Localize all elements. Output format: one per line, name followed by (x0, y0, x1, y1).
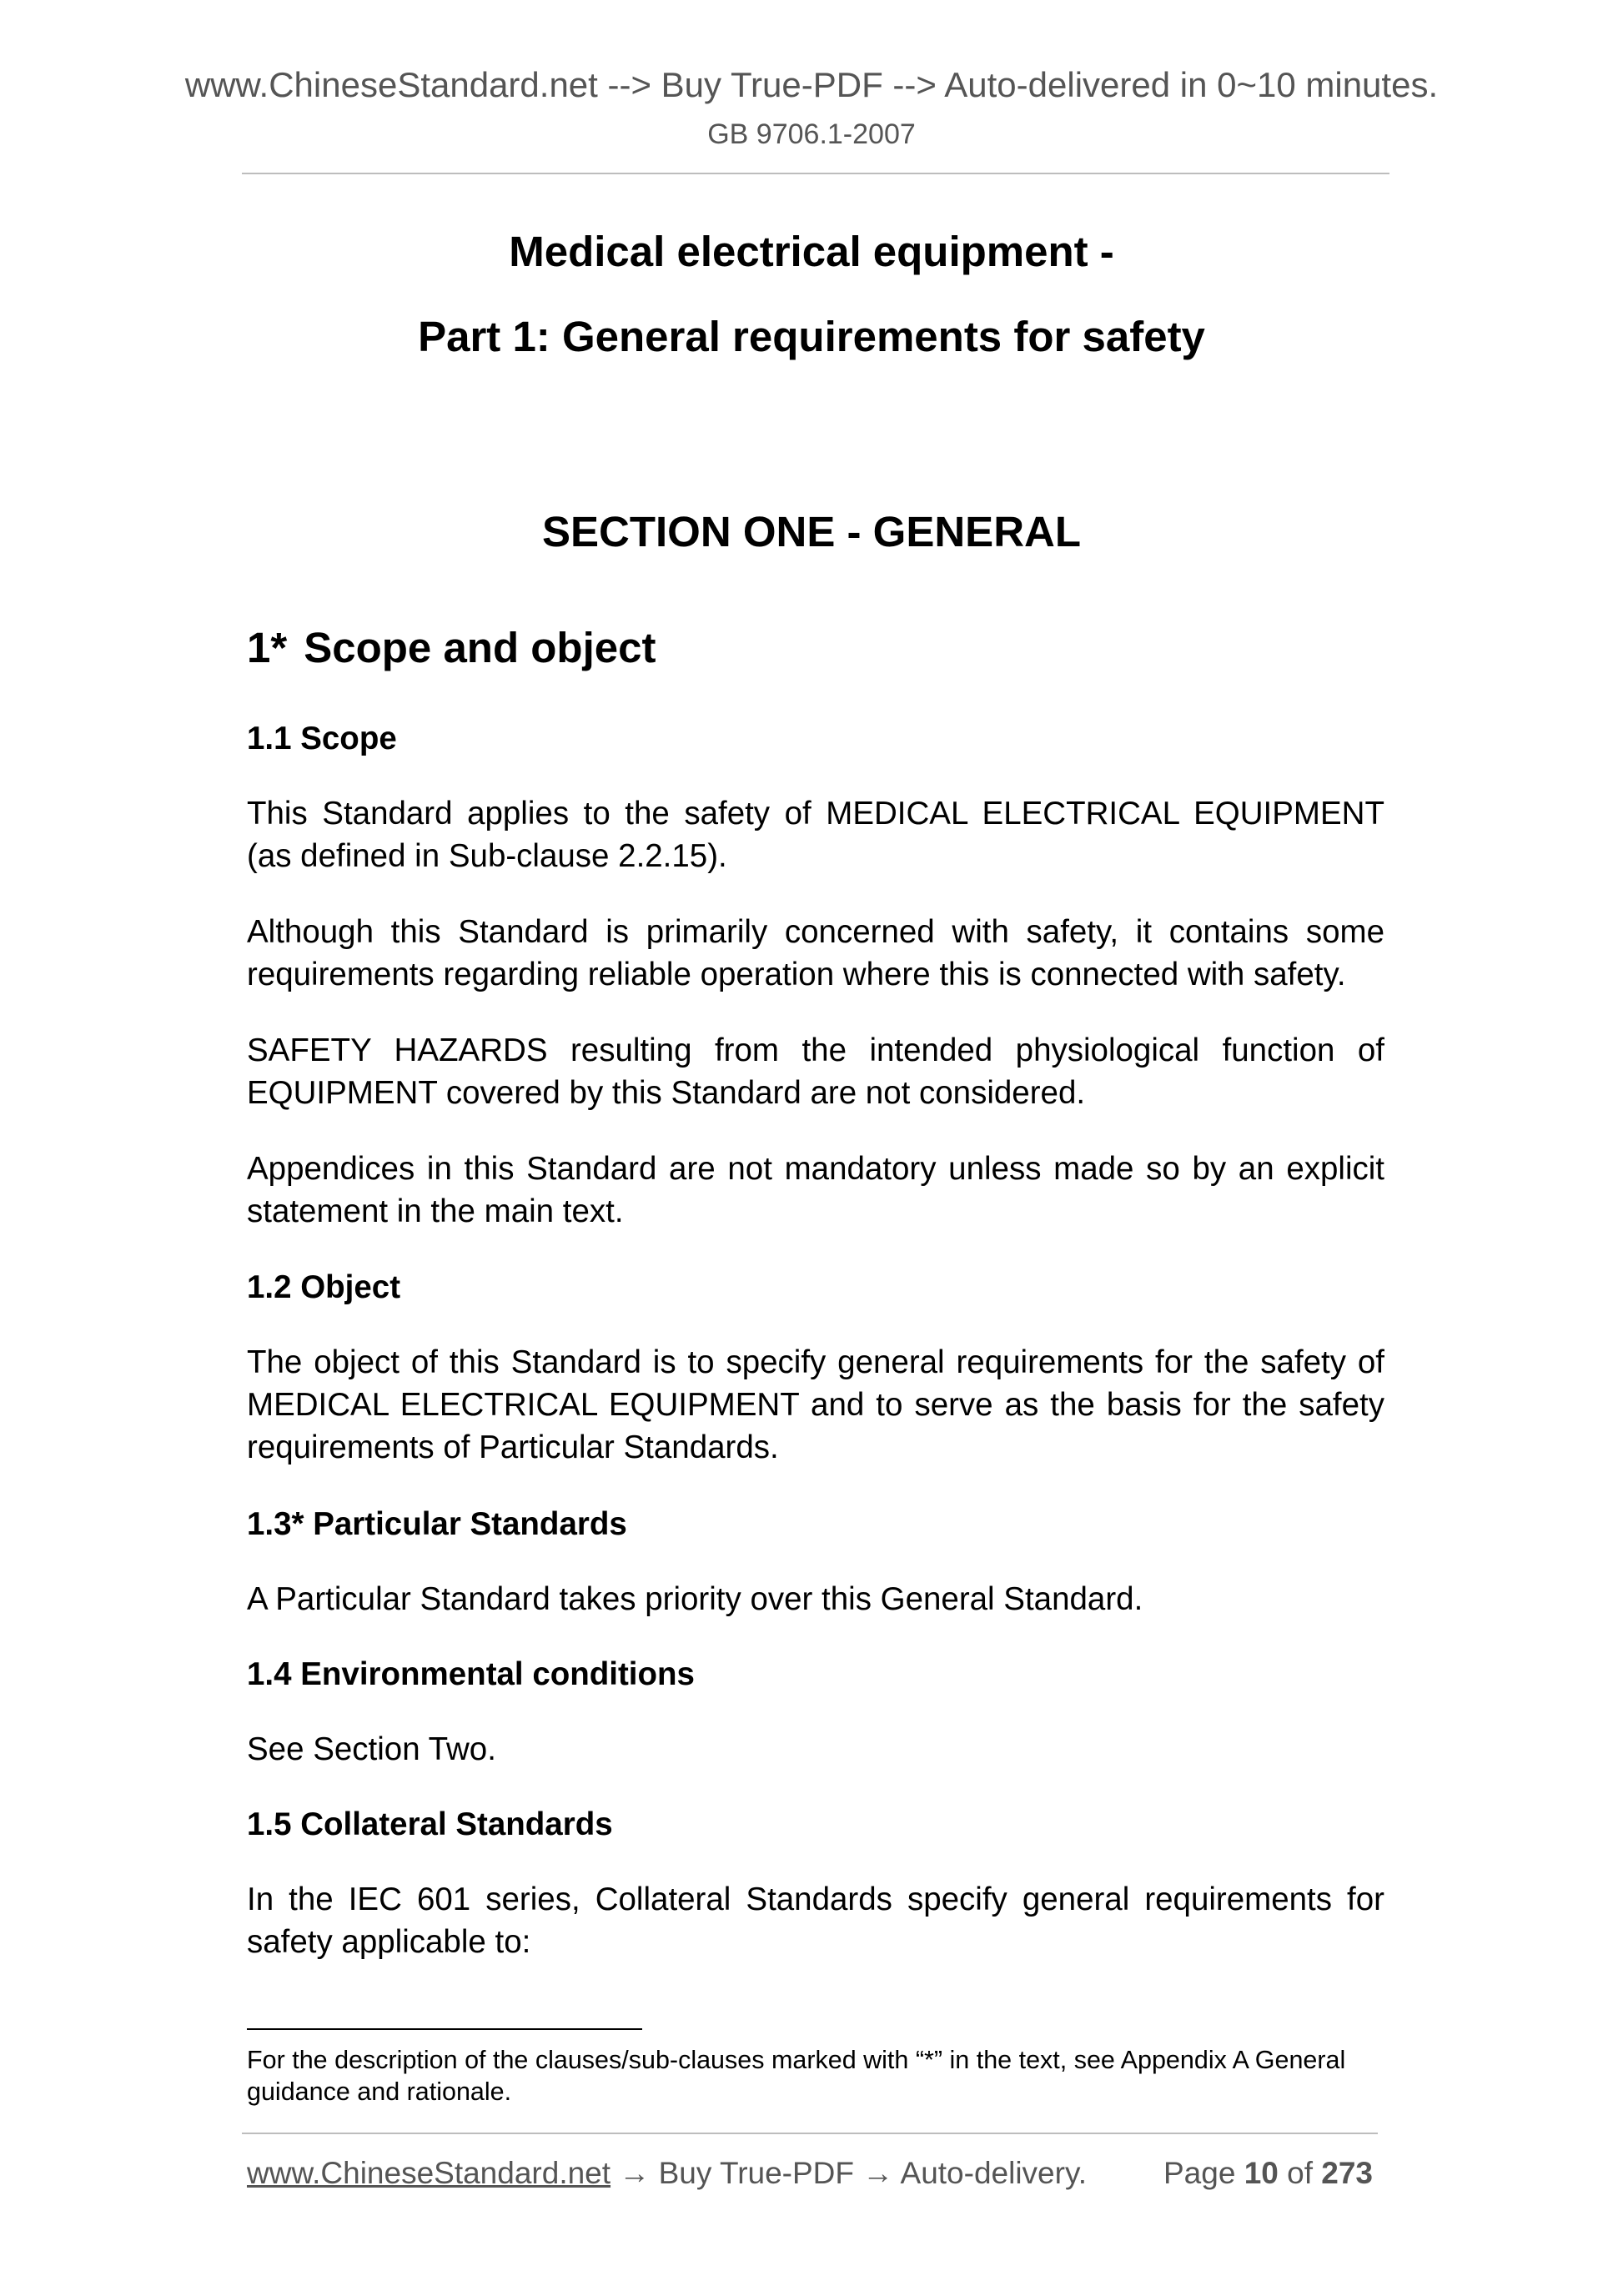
subclause-heading-1-5: 1.5 Collateral Standards (247, 1806, 613, 1842)
document-title-line-1: Medical electrical equipment - (509, 228, 1114, 275)
subclause-heading-1-2: 1.2 Object (247, 1269, 401, 1305)
subclause-heading-1-1: 1.1 Scope (247, 721, 397, 756)
page-label: Page (1163, 2156, 1236, 2190)
paragraph-scope-4: Appendices in this Standard are not mandatory unless made so by an explicit statement in the main text. (247, 1151, 1384, 1229)
footnote: For the description of the clauses/sub-clauses marked with “*” in the text, see Appendix A General guidance and rationale. (247, 2046, 1346, 2106)
section-title: SECTION ONE - GENERAL (541, 508, 1082, 555)
header-standard-id: GB 9706.1-2007 (707, 118, 916, 150)
subclause-heading-1-3: 1.3* Particular Standards (247, 1506, 627, 1542)
page-current: 10 (1244, 2156, 1279, 2190)
subclause-heading-1-4: 1.4 Environmental conditions (247, 1656, 695, 1692)
clause-number: 1* (247, 624, 288, 671)
paragraph-scope-1: This Standard applies to the safety of MEDICAL ELECTRICAL EQUIPMENT (as defined in Sub-clause 2.2.15). (247, 796, 1384, 874)
paragraph-scope-3: SAFETY HAZARDS resulting from the intended physiological function of EQUIPMENT covered by this Standard are not considered. (247, 1032, 1384, 1111)
page-footer (247, 2156, 1373, 2198)
clause-title: Scope and object (304, 624, 656, 671)
footer-divider (242, 2133, 1378, 2134)
paragraph-environmental-1: See Section Two. (247, 1731, 496, 1767)
page-of-label: of (1287, 2156, 1313, 2190)
paragraph-collateral-1: In the IEC 601 series, Collateral Standards specify general requirements for safety applicable to: (247, 1882, 1384, 1960)
paragraph-object-1: The object of this Standard is to specify general requirements for the safety of MEDICAL ELECTRICAL EQUIPMENT and to serve as the basis for the safety requirements of Particular Standards. (247, 1344, 1384, 1465)
footer-tagline: → Buy True-PDF → Auto-delivery. (611, 2156, 1087, 2190)
paragraph-particular-1: A Particular Standard takes priority over this General Standard. (247, 1581, 1143, 1617)
header-banner: www.ChineseStandard.net --> Buy True-PDF --> Auto-delivered in 0~10 minutes. (184, 65, 1439, 104)
clause-heading (247, 623, 656, 672)
document-title-line-2: Part 1: General requirements for safety (418, 313, 1205, 360)
page-total: 273 (1321, 2156, 1373, 2190)
footer-website-link[interactable]: www.ChineseStandard.net (247, 2156, 611, 2190)
header-divider (242, 173, 1389, 174)
footnote-divider (247, 2028, 642, 2030)
paragraph-scope-2: Although this Standard is primarily concerned with safety, it contains some requirements regarding reliable operation where this is connected with safety. (247, 914, 1384, 992)
page-indicator (1163, 2156, 1373, 2191)
